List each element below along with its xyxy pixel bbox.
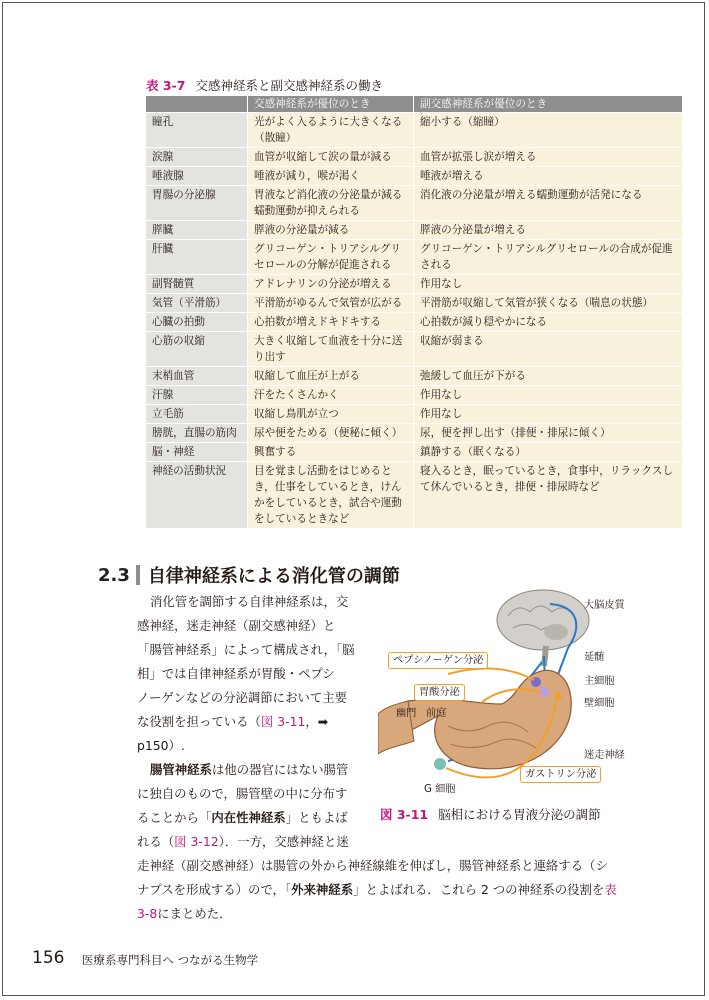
table-header-cell: [146, 96, 248, 113]
term-bold: 内在性神経系: [211, 810, 286, 825]
label-cortex: 大脳皮質: [584, 600, 625, 611]
row-label: 心臓の拍動: [146, 313, 248, 332]
row-label: 膀胱，直腸の筋肉: [146, 424, 248, 443]
row-label: 副腎髄質: [146, 275, 248, 294]
parasympathetic-cell: 血管が拡張し涙が増える: [414, 148, 683, 167]
table-row: [146, 313, 682, 332]
table-title: 交感神経系と副交感神経系の働き: [195, 78, 383, 93]
parasympathetic-cell: 膵液の分泌量が増える: [414, 221, 683, 240]
sympathetic-cell: 平滑筋がゆるんで気管が広がる: [248, 294, 414, 313]
table-row: [146, 405, 682, 424]
table-row: [146, 386, 682, 405]
parasympathetic-cell: 心拍数が減り穏やかになる: [414, 313, 683, 332]
table-row: [146, 294, 682, 313]
table-row: [146, 275, 682, 294]
text-line: 相」では自律神経系が胃酸・ペプシ: [137, 666, 335, 681]
label-vagus: 迷走神経: [584, 750, 625, 761]
table-row: [146, 462, 682, 529]
table-row: [146, 332, 682, 367]
label-antrum: 前庭: [426, 708, 447, 719]
table-header-cell: 交感神経系が優位のとき: [248, 96, 414, 113]
text-line: 消化管を調節する自律神経系は，交: [150, 594, 349, 609]
figure-number: 図 3-11: [380, 807, 429, 822]
sympathetic-cell: 血管が収縮して涙の量が減る: [248, 148, 414, 167]
text-line: 走神経（副交感神経）は腸管の外から神経線維を伸ばし，腸管神経系と連絡する（シ: [137, 858, 608, 873]
table-row: [146, 424, 682, 443]
label-g-cell: G 細胞: [424, 784, 456, 795]
term-bold: 外来神経系: [291, 882, 354, 897]
text-line: 「腸管神経系」によって構成され，「脳: [137, 642, 355, 657]
table-ref[interactable]: 表: [604, 882, 617, 897]
row-label: 汗腺: [146, 386, 248, 405]
table-header-cell: 副交感神経系が優位のとき: [414, 96, 683, 113]
text-span: ）．一方，交感神経と迷: [218, 834, 349, 849]
parasympathetic-cell: 作用なし: [414, 275, 683, 294]
cerebellum: [544, 624, 568, 640]
table-number: 表 3-7: [146, 78, 186, 93]
parasympathetic-cell: グリコーゲン・トリアシルグリセロールの合成が促進される: [414, 240, 683, 275]
parasympathetic-cell: 作用なし: [414, 405, 683, 424]
table-caption: [146, 76, 383, 94]
row-label: 末梢血管: [146, 367, 248, 386]
parasympathetic-cell: 唾液が増える: [414, 167, 683, 186]
label-pylorus: 幽門: [396, 708, 417, 719]
text-line: [137, 878, 677, 902]
row-label: 心筋の収縮: [146, 332, 248, 367]
sympathetic-cell: 心拍数が増えドキドキする: [248, 313, 414, 332]
paragraph-2: [137, 758, 370, 854]
sympathetic-cell: 尿や便をためる（便秘に傾く）: [248, 424, 414, 443]
text-line: [137, 830, 370, 854]
row-label: 涙腺: [146, 148, 248, 167]
table-row: [146, 148, 682, 167]
figure-gastric-secretion: [378, 586, 688, 806]
row-label: 瞳孔: [146, 113, 248, 148]
section-title: 自律神経系による消化管の調節: [147, 566, 400, 587]
figure-title: 脳相における胃液分泌の調節: [438, 807, 601, 822]
parasympathetic-cell: 収縮が弱まる: [414, 332, 683, 367]
page-number: 156: [32, 948, 65, 968]
parasympathetic-cell: 消化液の分泌量が増える蠕動運動が活発になる: [414, 186, 683, 221]
table-header-row: [146, 96, 682, 113]
nerve-table: [146, 96, 682, 528]
text-span: ，➡: [305, 714, 329, 729]
text-line: に独自のもので，腸管壁の中に分布す: [137, 786, 348, 801]
book-title: 医療系専門科目へ つながる生物学: [82, 953, 259, 967]
sympathetic-cell: 目を覚まし活動をはじめるとき，仕事をしているとき，けんかをしているとき，試合や運動をしているときなど: [248, 462, 414, 529]
sympathetic-cell: 収縮し鳥肌が立つ: [248, 405, 414, 424]
table-row: [146, 367, 682, 386]
text-line: [137, 902, 677, 926]
sympathetic-cell: 膵液の分泌量が減る: [248, 221, 414, 240]
text-span: れる（: [137, 834, 175, 849]
text-line: ノーゲンなどの分泌調節において主要: [137, 690, 348, 705]
parasympathetic-cell: 縮小する（縮瞳）: [414, 113, 683, 148]
row-label: 神経の活動状況: [146, 462, 248, 529]
row-label: 胃腸の分泌腺: [146, 186, 248, 221]
text-line: 感神経，迷走神経（副交感神経）と: [137, 618, 336, 633]
text-span: 」とよばれる．これら 2 つの神経系の役割を: [353, 882, 605, 897]
section-number: 2.3: [98, 564, 130, 586]
text-span: ナプスを形成する）ので，「: [137, 882, 292, 897]
sympathetic-cell: グリコーゲン・トリアシルグリセロールの分解が促進される: [248, 240, 414, 275]
text-span: は他の器官にはない腸管: [211, 762, 349, 777]
pepsinogen-arrow: [448, 669, 534, 680]
label-parietal-cell: 壁細胞: [584, 698, 615, 709]
parasympathetic-cell: 尿，便を押し出す（排便・排尿に傾く）: [414, 424, 683, 443]
sympathetic-cell: 収縮して血圧が上がる: [248, 367, 414, 386]
sympathetic-cell: 唾液が減り，喉が渇く: [248, 167, 414, 186]
text-line: [137, 710, 370, 734]
section-heading: [98, 562, 400, 588]
figure-ref[interactable]: 図 3-12: [174, 834, 219, 849]
paragraph-1: [137, 590, 370, 758]
text-span: な役割を担っている（: [137, 714, 261, 729]
box-gastrin: ガストリン分泌: [520, 766, 601, 783]
text-span: ることから「: [137, 810, 212, 825]
section-bar: [136, 565, 140, 585]
table-row: [146, 186, 682, 221]
g-cell-dot: [434, 758, 446, 770]
parasympathetic-cell: 弛緩して血圧が下がる: [414, 367, 683, 386]
sympathetic-cell: 大きく収縮して血液を十分に送り出す: [248, 332, 414, 367]
sympathetic-cell: 光がよく入るように大きくなる（散瞳）: [248, 113, 414, 148]
box-acid: 胃酸分泌: [414, 684, 465, 701]
term-bold: 腸管神経系: [150, 762, 212, 777]
sympathetic-cell: 汗をたくさんかく: [248, 386, 414, 405]
parasympathetic-cell: 平滑筋が収縮して気管が狭くなる（喘息の状態）: [414, 294, 683, 313]
paragraph-3: [137, 854, 677, 926]
box-pepsinogen: ペプシノーゲン分泌: [388, 652, 488, 669]
parasympathetic-cell: 鎮静する（眠くなる）: [414, 443, 683, 462]
table-ref[interactable]: 3-8: [137, 906, 158, 921]
text-span: にまとめた．: [157, 906, 232, 921]
row-label: 気管（平滑筋）: [146, 294, 248, 313]
sympathetic-cell: 興奮する: [248, 443, 414, 462]
row-label: 唾液腺: [146, 167, 248, 186]
sympathetic-cell: 胃液など消化液の分泌量が減る蠕動運動が抑えられる: [248, 186, 414, 221]
figure-ref[interactable]: 図 3-11: [260, 714, 306, 729]
table-row: [146, 443, 682, 462]
figure-caption: [380, 805, 601, 823]
table-row: [146, 113, 682, 148]
label-medulla: 延髄: [584, 652, 605, 663]
row-label: 肝臓: [146, 240, 248, 275]
row-label: 立毛筋: [146, 405, 248, 424]
text-line: [150, 758, 370, 782]
parasympathetic-cell: 作用なし: [414, 386, 683, 405]
text-line: [137, 806, 370, 830]
row-label: 膵臓: [146, 221, 248, 240]
row-label: 脳・神経: [146, 443, 248, 462]
table-row: [146, 240, 682, 275]
table-row: [146, 221, 682, 240]
sympathetic-cell: アドレナリンの分泌が増える: [248, 275, 414, 294]
text-line: p150）.: [137, 738, 185, 753]
parasympathetic-cell: 寝入るとき，眠っているとき，食事中，リラックスして休んでいるとき，排便・排尿時など: [414, 462, 683, 529]
label-chief-cell: 主細胞: [584, 676, 615, 687]
text-span: 」ともよば: [285, 810, 348, 825]
table-row: [146, 167, 682, 186]
